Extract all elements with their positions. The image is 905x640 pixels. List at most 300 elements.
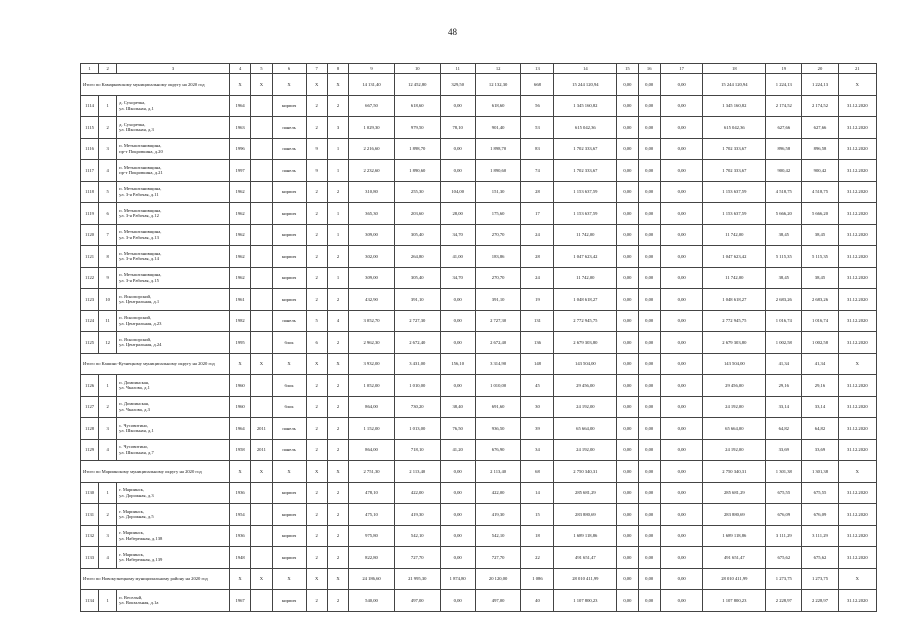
column-number-cell: 3 <box>117 64 230 74</box>
address-cell: п. Яснопорский, ул. Центральная, д.23 <box>117 310 230 332</box>
table-cell: 1 048 618,27 <box>554 289 617 311</box>
subtotal-label: Итого по Мариинскому муниципальному округу на 2020 год <box>81 461 230 483</box>
table-cell: 9 <box>306 160 327 182</box>
address-cell: п. Метыштанивщина, ул. 3-я Рабочая, д.12 <box>117 203 230 225</box>
table-cell: 1115 <box>81 117 99 139</box>
table-row <box>81 439 877 461</box>
table-cell: 615 042,36 <box>703 117 766 139</box>
table-cell: 11 <box>99 310 117 332</box>
table-cell: 2 962,30 <box>349 332 395 354</box>
table-cell: 2 772 945,75 <box>703 310 766 332</box>
table-row <box>81 289 877 311</box>
table-cell: кирпич <box>272 267 306 289</box>
table-cell <box>251 138 272 160</box>
table-cell: 24 192,00 <box>703 439 766 461</box>
table-cell: 675,62 <box>802 547 838 569</box>
table-cell: 6 <box>306 332 327 354</box>
table-cell: панель <box>272 310 306 332</box>
table-cell: 83 <box>521 138 554 160</box>
subtotal-cell: X <box>327 74 348 96</box>
table-cell: кирпич <box>272 547 306 569</box>
table-cell: 1133 <box>81 547 99 569</box>
table-cell: 1 153 637,59 <box>554 203 617 225</box>
table-row <box>81 203 877 225</box>
table-cell: 0,00 <box>617 375 638 397</box>
table-cell: 0,00 <box>440 160 475 182</box>
table-cell: 3 <box>99 418 117 440</box>
table-cell: 667,50 <box>349 95 395 117</box>
table-row <box>81 224 877 246</box>
table-cell: 1 029,30 <box>349 117 395 139</box>
table-cell: 28 <box>521 246 554 268</box>
column-number-cell: 21 <box>838 64 876 74</box>
table-cell: 0,00 <box>638 547 660 569</box>
table-cell: 76,50 <box>440 418 475 440</box>
column-number-cell: 6 <box>272 64 306 74</box>
table-cell: 5 <box>99 181 117 203</box>
table-cell: 1948 <box>229 547 250 569</box>
address-cell: г. Мариинск, ул. Набережная, д.139 <box>117 547 230 569</box>
table-cell: 33,69 <box>802 439 838 461</box>
table-cell: 29,16 <box>802 375 838 397</box>
table-cell: 1 890,60 <box>394 160 440 182</box>
table-cell: 0,00 <box>617 547 638 569</box>
table-cell: 2 672,40 <box>394 332 440 354</box>
table-cell: 1118 <box>81 181 99 203</box>
table-cell: кирпич <box>272 95 306 117</box>
table-cell: 2 174,52 <box>802 95 838 117</box>
table-cell: 2 683,26 <box>802 289 838 311</box>
table-cell: 2 <box>306 181 327 203</box>
table-cell: 1 002,58 <box>802 332 838 354</box>
table-cell: 0,00 <box>660 160 703 182</box>
table-cell: 2 232,60 <box>349 160 395 182</box>
table-cell: 1132 <box>81 525 99 547</box>
table-cell: 302,00 <box>349 246 395 268</box>
table-cell: 1128 <box>81 418 99 440</box>
table-cell: 0,00 <box>440 95 475 117</box>
table-row <box>81 246 877 268</box>
table-cell: 1120 <box>81 224 99 246</box>
subtotal-cell: 0,00 <box>440 461 475 483</box>
table-cell: 1 <box>99 375 117 397</box>
table-cell: 4 <box>99 439 117 461</box>
table-cell: 542,10 <box>394 525 440 547</box>
subtotal-cell: X <box>327 568 348 590</box>
table-cell: 2 <box>306 289 327 311</box>
subtotal-cell: X <box>272 461 306 483</box>
column-number-cell: 16 <box>638 64 660 74</box>
address-cell: п. Домиинская, ул. Чкалова, д.3 <box>117 396 230 418</box>
subtotal-cell: 28 010 411,99 <box>703 568 766 590</box>
table-cell: 1 107 800,23 <box>703 590 766 612</box>
table-cell: кирпич <box>272 246 306 268</box>
table-cell: 310,80 <box>349 181 395 203</box>
table-cell <box>251 332 272 354</box>
column-number-cell: 18 <box>703 64 766 74</box>
table-cell: 1130 <box>81 482 99 504</box>
table-cell <box>251 95 272 117</box>
table-cell: панель <box>272 138 306 160</box>
table-cell: 41,20 <box>440 439 475 461</box>
table-cell: 31.12.2020 <box>838 117 876 139</box>
table-cell <box>251 181 272 203</box>
table-cell: 0,00 <box>440 375 475 397</box>
column-number-cell: 15 <box>617 64 638 74</box>
table-cell: 1131 <box>81 504 99 526</box>
column-number-cell: 14 <box>554 64 617 74</box>
subtotal-cell: 15 244 120,94 <box>554 74 617 96</box>
table-cell: 0,00 <box>638 267 660 289</box>
table-cell <box>251 482 272 504</box>
table-cell: 1 <box>327 203 348 225</box>
table-row <box>81 267 877 289</box>
table-cell: 31.12.2020 <box>838 181 876 203</box>
subtotal-cell: X <box>272 353 306 375</box>
table-cell: 615 042,36 <box>554 117 617 139</box>
table-cell: 1114 <box>81 95 99 117</box>
subtotal-cell: X <box>251 74 272 96</box>
column-number-cell: 4 <box>229 64 250 74</box>
subtotal-cell: 2 750 340,31 <box>554 461 617 483</box>
subtotal-cell: 1 273,75 <box>766 568 802 590</box>
table-cell: 1960 <box>229 375 250 397</box>
table-cell: 0,00 <box>440 525 475 547</box>
table-cell: 2 <box>327 95 348 117</box>
table-row <box>81 117 877 139</box>
table-cell: 17 <box>521 203 554 225</box>
table-cell: 1 <box>99 482 117 504</box>
subtotal-cell: 68 <box>521 461 554 483</box>
table-cell: 2 228,97 <box>766 590 802 612</box>
table-cell: 2 <box>306 95 327 117</box>
table-cell: 0,00 <box>660 504 703 526</box>
table-cell: 1962 <box>229 181 250 203</box>
subtotal-cell: 0,00 <box>638 353 660 375</box>
table-cell: 0,00 <box>638 289 660 311</box>
address-cell: п. Метыштанивщина, ул. 3-я Рабочая, д.15 <box>117 267 230 289</box>
table-cell: 618,60 <box>475 95 521 117</box>
table-cell: 5 <box>306 310 327 332</box>
table-cell: 2 <box>327 482 348 504</box>
subtotal-label: Итого по Камарковскому муниципальному округу на 2020 год <box>81 74 230 96</box>
table-cell: 478,10 <box>349 482 395 504</box>
table-cell: 540,00 <box>349 590 395 612</box>
subtotal-cell: 2 750 340,31 <box>703 461 766 483</box>
table-cell: 31.12.2020 <box>838 590 876 612</box>
table-cell: 0,00 <box>660 375 703 397</box>
column-number-cell: 17 <box>660 64 703 74</box>
subtotal-row <box>81 353 877 375</box>
subtotal-cell: X <box>306 74 327 96</box>
table-cell <box>251 375 272 397</box>
table-cell: 676,09 <box>766 504 802 526</box>
table-cell: 34,70 <box>440 267 475 289</box>
table-cell: 1 013,00 <box>394 418 440 440</box>
table-cell: 542,10 <box>475 525 521 547</box>
table-cell: 24 <box>521 224 554 246</box>
table-cell: 1 898,70 <box>394 138 440 160</box>
table-cell: 38,45 <box>802 267 838 289</box>
table-cell: 0,00 <box>638 181 660 203</box>
address-cell: г. Мариинск, ул. Набережная, д.138 <box>117 525 230 547</box>
table-cell: 1954 <box>229 504 250 526</box>
table-cell: 31.12.2020 <box>838 224 876 246</box>
table-cell: 18 <box>521 525 554 547</box>
subtotal-cell: 0,00 <box>617 74 638 96</box>
table-cell: 0,00 <box>617 267 638 289</box>
table-cell: 1 689 118,86 <box>554 525 617 547</box>
table-cell: 1 153 637,59 <box>554 181 617 203</box>
table-cell <box>251 203 272 225</box>
subtotal-cell: X <box>838 568 876 590</box>
table-cell: 0,00 <box>638 396 660 418</box>
table-cell: блок <box>272 396 306 418</box>
table-cell: 4 518,75 <box>802 181 838 203</box>
page-number: 48 <box>448 27 457 37</box>
table-cell: 1982 <box>229 310 250 332</box>
table-cell: 0,00 <box>638 117 660 139</box>
column-number-cell: 19 <box>766 64 802 74</box>
table-cell: 40 <box>521 590 554 612</box>
table-cell: 900,42 <box>802 160 838 182</box>
table-cell: 1 <box>327 224 348 246</box>
table-cell: блок <box>272 332 306 354</box>
subtotal-cell: 1 086 <box>521 568 554 590</box>
table-cell: 2 772 945,75 <box>554 310 617 332</box>
table-cell: 1126 <box>81 375 99 397</box>
table-cell <box>251 310 272 332</box>
table-cell: 1129 <box>81 439 99 461</box>
table-cell: 730,20 <box>394 396 440 418</box>
table-cell: 0,00 <box>617 203 638 225</box>
table-cell: 0,00 <box>638 160 660 182</box>
table-cell: 2 727,30 <box>394 310 440 332</box>
table-cell: 31.12.2020 <box>838 289 876 311</box>
table-cell: 4 <box>99 160 117 182</box>
table-cell: 0,00 <box>660 396 703 418</box>
table-cell: 0,00 <box>440 332 475 354</box>
table-cell: 675,55 <box>766 482 802 504</box>
table-cell: 0,00 <box>617 396 638 418</box>
table-cell: 0,00 <box>638 332 660 354</box>
subtotal-cell: 143 504,00 <box>703 353 766 375</box>
subtotal-cell: 20 120,00 <box>475 568 521 590</box>
table-cell: 3 111,29 <box>766 525 802 547</box>
table-cell: 33,14 <box>766 396 802 418</box>
table-cell: 2 <box>99 504 117 526</box>
column-number-cell: 8 <box>327 64 348 74</box>
table-cell: 0,00 <box>617 224 638 246</box>
table-cell: 1 153 637,59 <box>703 203 766 225</box>
table-cell: 31.12.2020 <box>838 375 876 397</box>
subtotal-cell: X <box>838 74 876 96</box>
table-cell: 30 <box>521 396 554 418</box>
subtotal-cell: X <box>327 353 348 375</box>
table-cell: 1 047 623,42 <box>703 246 766 268</box>
table-cell: 2 <box>327 375 348 397</box>
table-cell: 64,82 <box>766 418 802 440</box>
address-cell: г. Мариинск, ул. Дорожная, д.3 <box>117 482 230 504</box>
table-cell: 618,60 <box>394 95 440 117</box>
table-cell: 305,40 <box>394 224 440 246</box>
table-cell: панель <box>272 160 306 182</box>
table-cell: 1962 <box>229 203 250 225</box>
table-cell: 2 <box>306 525 327 547</box>
table-cell: 2 <box>327 439 348 461</box>
subtotal-cell: 1 273,75 <box>802 568 838 590</box>
table-cell: 1962 <box>229 224 250 246</box>
subtotal-cell: 12 132,30 <box>475 74 521 96</box>
subtotal-cell: 2 113,40 <box>394 461 440 483</box>
table-cell: 31.12.2020 <box>838 246 876 268</box>
table-cell: 419,30 <box>394 504 440 526</box>
table-cell: 2 <box>327 504 348 526</box>
column-number-cell: 20 <box>802 64 838 74</box>
table-cell: 29 456,00 <box>554 375 617 397</box>
table-cell: 1936 <box>229 482 250 504</box>
table-cell: 727,70 <box>394 547 440 569</box>
table-cell: 2 <box>327 289 348 311</box>
table-cell: 29,16 <box>766 375 802 397</box>
table-cell: 4 <box>99 547 117 569</box>
subtotal-cell: X <box>229 74 250 96</box>
table-cell: 0,00 <box>638 590 660 612</box>
subtotal-cell: X <box>272 568 306 590</box>
subtotal-cell: X <box>838 353 876 375</box>
table-row <box>81 95 877 117</box>
subtotal-cell: 0,00 <box>617 353 638 375</box>
column-number-cell: 12 <box>475 64 521 74</box>
table-cell: 31.12.2020 <box>838 525 876 547</box>
table-cell: 0,00 <box>638 418 660 440</box>
table-cell <box>251 547 272 569</box>
table-cell: 2 <box>306 482 327 504</box>
subtotal-cell: 0,00 <box>660 568 703 590</box>
table-cell: 0,00 <box>617 310 638 332</box>
subtotal-cell: 0,00 <box>638 568 660 590</box>
address-cell: п. Веселый, ул. Вокзальная, д.1а <box>117 590 230 612</box>
table-cell: 2 <box>306 117 327 139</box>
table-cell: 675,62 <box>766 547 802 569</box>
table-cell: 31.12.2020 <box>838 482 876 504</box>
table-cell: 0,00 <box>660 590 703 612</box>
column-number-cell: 2 <box>99 64 117 74</box>
table-cell: 1 048 618,27 <box>703 289 766 311</box>
table-cell: 33,14 <box>802 396 838 418</box>
table-cell: 10 <box>99 289 117 311</box>
table-cell: 33,69 <box>766 439 802 461</box>
table-cell: 38,40 <box>440 396 475 418</box>
subtotal-cell: X <box>229 461 250 483</box>
table-cell: 24 192,00 <box>554 439 617 461</box>
table-cell <box>251 117 272 139</box>
table-cell: 2 <box>327 396 348 418</box>
table-cell: 270,70 <box>475 267 521 289</box>
table-cell: 0,00 <box>638 138 660 160</box>
table-cell: 38,45 <box>802 224 838 246</box>
table-cell: 22 <box>521 547 554 569</box>
subtotal-cell: 0,00 <box>638 74 660 96</box>
table-cell: 0,00 <box>617 439 638 461</box>
table-cell: 1124 <box>81 310 99 332</box>
table-cell: 0,00 <box>617 160 638 182</box>
table-cell <box>251 396 272 418</box>
table-cell: 2 <box>306 504 327 526</box>
table-cell: 0,00 <box>440 504 475 526</box>
table-cell: 270,70 <box>475 224 521 246</box>
table-cell: 0,00 <box>617 332 638 354</box>
subtotal-cell: X <box>251 461 272 483</box>
subtotal-cell: 1 301,38 <box>766 461 802 483</box>
table-cell <box>251 246 272 268</box>
table-cell: 1936 <box>229 525 250 547</box>
table-cell: 0,00 <box>660 138 703 160</box>
table-cell: 2 <box>327 418 348 440</box>
table-cell: 2 <box>327 181 348 203</box>
table-cell: 7 <box>99 224 117 246</box>
table-cell: 1123 <box>81 289 99 311</box>
table-cell: 1995 <box>229 332 250 354</box>
table-cell: 2 228,97 <box>802 590 838 612</box>
table-cell: 1 898,70 <box>475 138 521 160</box>
table-cell: 28 <box>521 181 554 203</box>
subtotal-cell: 1 224,13 <box>766 74 802 96</box>
address-cell: д. Сухоречка, ул. Школьная, д.3 <box>117 117 230 139</box>
table-cell: 1 016,74 <box>802 310 838 332</box>
table-cell: 1962 <box>229 267 250 289</box>
table-cell: панель <box>272 439 306 461</box>
table-cell: 676,90 <box>475 439 521 461</box>
table-cell: 74 <box>521 160 554 182</box>
table-cell: 5 115,35 <box>802 246 838 268</box>
table-cell: 1 153 637,59 <box>703 181 766 203</box>
subtotal-cell: 1 301,38 <box>802 461 838 483</box>
table-cell: 5 666,20 <box>802 203 838 225</box>
table-cell: 422,00 <box>394 482 440 504</box>
subtotal-cell: 2 113,40 <box>475 461 521 483</box>
table-cell: 475,10 <box>349 504 395 526</box>
subtotal-cell: 0,00 <box>638 461 660 483</box>
table-cell: 0,00 <box>660 418 703 440</box>
table-cell: 2 679 303,80 <box>703 332 766 354</box>
table-cell: 0,00 <box>660 246 703 268</box>
subtotal-cell: 1 874,80 <box>440 568 475 590</box>
table-cell: 2 <box>306 203 327 225</box>
table-cell: 2 <box>306 439 327 461</box>
subtotal-cell: 3 932,00 <box>349 353 395 375</box>
table-cell: панель <box>272 418 306 440</box>
table-row <box>81 504 877 526</box>
table-cell: 0,00 <box>440 289 475 311</box>
table-cell: 285 681,29 <box>703 482 766 504</box>
table-cell: 0,00 <box>660 267 703 289</box>
subtotal-cell: X <box>229 353 250 375</box>
table-cell: 309,00 <box>349 267 395 289</box>
table-cell: 19 <box>521 289 554 311</box>
table-cell: 975,80 <box>349 525 395 547</box>
table-cell: 1962 <box>229 246 250 268</box>
table-cell: 0,00 <box>660 482 703 504</box>
table-cell: 31.12.2020 <box>838 547 876 569</box>
table-cell: 675,55 <box>802 482 838 504</box>
table-cell: 1964 <box>229 95 250 117</box>
table-cell: 1117 <box>81 160 99 182</box>
table-cell: кирпич <box>272 203 306 225</box>
column-number-cell: 9 <box>349 64 395 74</box>
table-cell: 1127 <box>81 396 99 418</box>
table-cell: 56 <box>521 95 554 117</box>
